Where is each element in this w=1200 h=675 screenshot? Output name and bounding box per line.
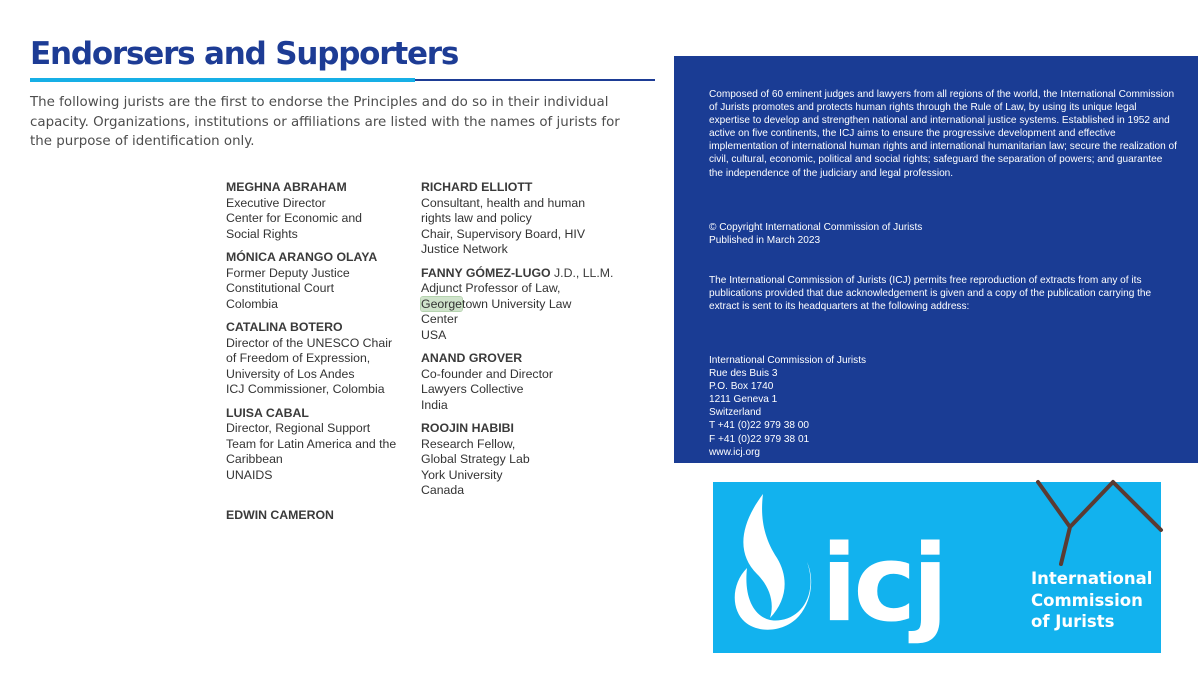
endorser-affiliation: Director of the UNESCO Chair: [226, 335, 393, 350]
endorser-affiliation: Center: [421, 312, 458, 326]
address-line: 1211 Geneva 1: [709, 394, 778, 406]
phone-line: T +41 (0)22 979 38 00: [709, 420, 809, 432]
website-line[interactable]: www.icj.org: [709, 446, 761, 458]
endorser-name-text: FANNY GÓMEZ-LUGO: [421, 265, 551, 280]
endorser-affiliation: Co-founder and Director: [421, 366, 553, 381]
endorser-affiliation: India: [421, 397, 448, 412]
endorser-entry: [226, 406, 421, 484]
endorser-affiliation: Canada: [421, 483, 465, 497]
drop-mark-icon: [743, 494, 784, 618]
icj-wordmark: icj: [821, 522, 945, 645]
endorser-name: MEGHNA ABRAHAM: [226, 180, 347, 194]
logo-text-line: Commission: [1031, 590, 1143, 610]
endorser-affiliation: Former Deputy Justice: [226, 265, 350, 280]
endorser-affiliation: Constitutional Court: [226, 281, 334, 295]
icj-logo-text: [1031, 568, 1152, 633]
endorser-name: ANAND GROVER: [421, 351, 523, 365]
address-block: [709, 354, 1179, 459]
logo-text-line: International: [1031, 569, 1153, 588]
endorser-affiliation: Adjunct Professor of Law,: [421, 281, 561, 295]
endorser-affiliation: Research Fellow,: [421, 436, 516, 451]
permission-text: The International Commission of Jurists (ICJ) permits free reproduction of extracts from any of its publications provided that due acknowledgement is given and a copy of the publication carrying the extract is sent to its headquarters at the following address:: [709, 275, 1152, 313]
address-line: Rue des Buis 3: [709, 368, 778, 380]
endorser-affiliation: Colombia: [226, 296, 278, 311]
icj-info-panel: [674, 56, 1198, 463]
endorser-entry: [226, 180, 421, 242]
intro-paragraph: The following jurists are the first to endorse the Principles and do so in their individual capacity. Organizations, institutions or affiliations are listed with the names of jurists for the purpose of identification only.: [30, 95, 620, 149]
cut-off-endorser-name: EDWIN CAMERON: [226, 508, 334, 522]
endorser-affiliation: rights law and policy: [421, 211, 532, 225]
endorser-affiliation: Team for Latin America and the: [226, 436, 397, 451]
endorser-affiliation: Caribbean: [226, 452, 283, 466]
icj-about-block: [709, 88, 1179, 180]
endorser-affiliation: Executive Director: [226, 195, 326, 210]
permission-block: [709, 274, 1179, 313]
page-heading: Endorsers and Supporters: [30, 36, 459, 72]
endorser-affiliation: Global Strategy Lab: [421, 452, 530, 466]
endorser-column-1: [226, 180, 421, 491]
endorser-affiliation: ICJ Commissioner, Colombia: [226, 382, 385, 396]
icj-about-text: Composed of 60 eminent judges and lawyers from all regions of the world, the International Commission of Jurists promotes and protects human rights through the Rule of Law, by using its unique legal expertise to develop and strengthen national and international justice systems. Established in 1952 and active on five continents, the ICJ aims to ensure the progressive development and effective implementation of international human rights and international humanitarian law; secure the realization of civil, cultural, economic, political and social rights; safeguard the separation of powers; and guarantee the independence of the judiciary and legal profession.: [709, 89, 1177, 179]
endorser-name: MÓNICA ARANGO OLAYA: [226, 250, 378, 264]
copyright-text: © Copyright International Commission of Jurists: [709, 222, 923, 233]
endorser-entry: [421, 180, 616, 258]
endorser-affiliation: Social Rights: [226, 226, 298, 241]
endorser-entry: [226, 250, 421, 312]
heading-rule-accent: [30, 78, 415, 82]
endorser-affiliation: Lawyers Collective: [421, 382, 524, 396]
endorser-name: [421, 266, 616, 282]
endorser-affiliation: Justice Network: [421, 242, 508, 256]
endorser-affiliation: Chair, Supervisory Board, HIV: [421, 226, 586, 241]
address-line: International Commission of Jurists: [709, 355, 867, 366]
endorser-affiliation: York University: [421, 467, 503, 482]
endorser-affiliation: USA: [421, 327, 447, 342]
endorser-affiliation: UNAIDS: [226, 467, 273, 482]
endorser-affiliation: Director, Regional Support: [226, 421, 371, 435]
endorser-degree: J.D., LL.M.: [554, 265, 614, 280]
published-text: Published in March 2023: [709, 235, 821, 247]
endorser-entry: [421, 351, 616, 413]
highlighted-text[interactable]: George: [421, 296, 463, 311]
endorser-entry: [421, 266, 616, 344]
fax-line: F +41 (0)22 979 38 01: [709, 433, 810, 445]
endorser-affiliation: of Freedom of Expression,: [226, 351, 371, 365]
logo-text-line: of Jurists: [1031, 612, 1115, 631]
copyright-block: [709, 221, 1179, 247]
icj-logo: [713, 482, 1161, 653]
endorser-name: CATALINA BOTERO: [226, 320, 343, 334]
endorser-column-2: [421, 180, 616, 507]
endorser-affiliation: town University Law: [462, 296, 572, 311]
endorser-affiliation-line: [421, 297, 616, 313]
endorser-affiliation: Center for Economic and: [226, 211, 363, 225]
address-line: Switzerland: [709, 407, 762, 419]
endorser-entry: [226, 320, 421, 398]
endorser-name: RICHARD ELLIOTT: [421, 180, 533, 194]
endorser-name: ROOJIN HABIBI: [421, 421, 514, 435]
endorser-affiliation: Consultant, health and human: [421, 195, 586, 210]
endorser-name: LUISA CABAL: [226, 405, 309, 420]
endorser-affiliation: University of Los Andes: [226, 366, 355, 381]
address-line: P.O. Box 1740: [709, 381, 774, 393]
branch-decoration: [1038, 482, 1161, 564]
endorser-entry: [421, 421, 616, 499]
